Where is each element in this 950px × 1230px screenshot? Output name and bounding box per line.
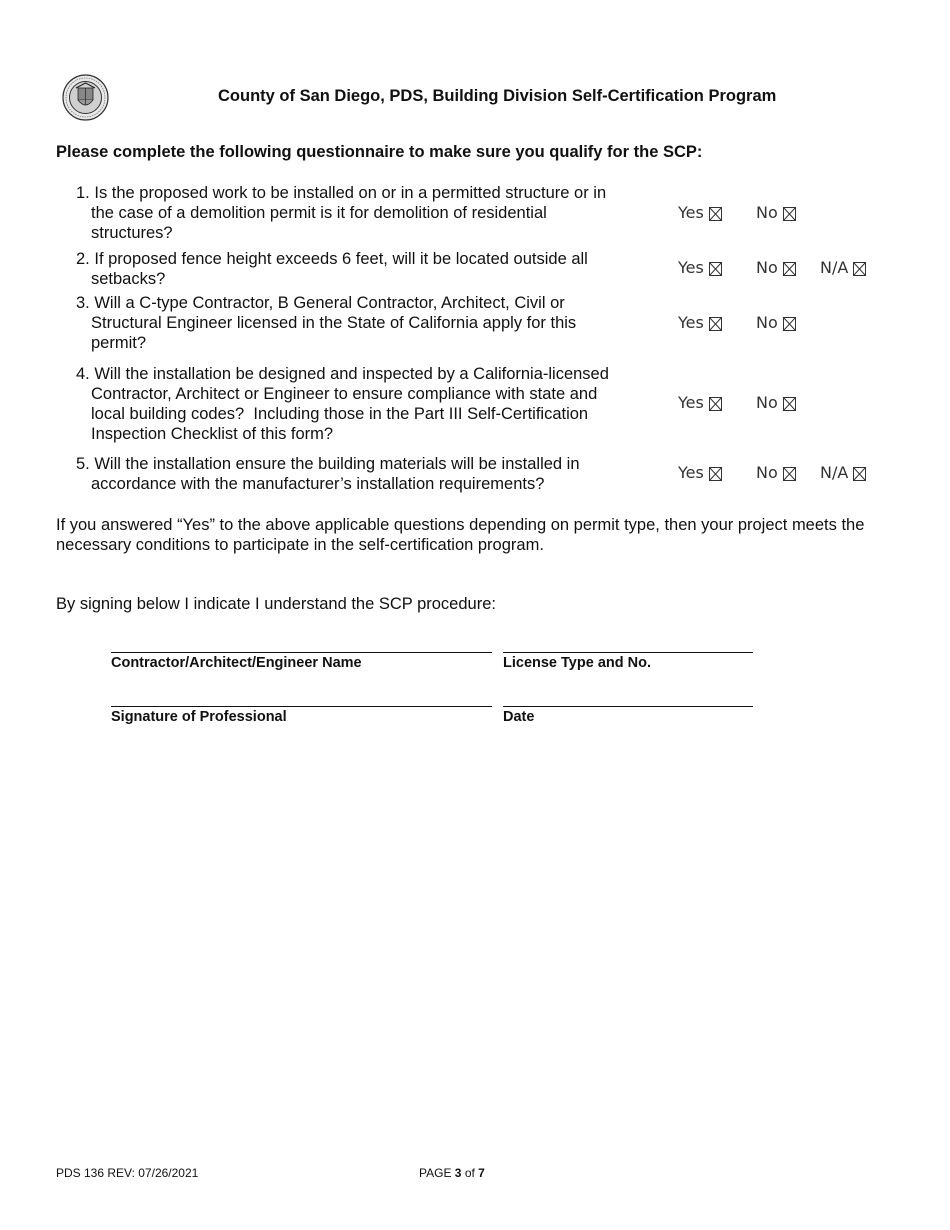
q2-na-checkbox[interactable]: N/A	[820, 258, 865, 277]
checkbox-x-icon	[853, 262, 865, 274]
q5-no-checkbox[interactable]: No	[756, 463, 795, 482]
license-signature-line[interactable]	[503, 652, 753, 653]
question-line: the case of a demolition permit is it for demolition of residential	[91, 204, 547, 222]
checkbox-x-icon	[709, 317, 721, 329]
question-number: 4.	[76, 365, 90, 383]
question-2	[76, 249, 640, 289]
question-line: Will a C-type Contractor, B General Contractor, Architect, Civil or	[94, 294, 565, 312]
question-3	[76, 293, 640, 353]
question-number: 5.	[76, 455, 90, 473]
q3-yes-checkbox[interactable]: Yes	[678, 313, 721, 332]
checkbox-x-icon	[709, 397, 721, 409]
checkbox-x-icon	[783, 207, 795, 219]
question-number: 2.	[76, 250, 90, 268]
question-line: Contractor, Architect or Engineer to ensure compliance with state and	[91, 385, 598, 403]
date-label: Date	[503, 709, 535, 725]
checkbox-x-icon	[783, 317, 795, 329]
question-line: permit?	[91, 334, 147, 352]
question-line: structures?	[91, 224, 173, 242]
checkbox-x-icon	[783, 262, 795, 274]
conclusion-paragraph: If you answered “Yes” to the above applicable questions depending on permit type, then your project meets the necessary conditions to participate in the self-certification program.	[56, 516, 865, 554]
page-title: County of San Diego, PDS, Building Division Self-Certification Program	[218, 87, 777, 105]
question-line: local building codes? Including those in the Part III Self-Certification	[91, 405, 589, 423]
question-number: 3.	[76, 294, 90, 312]
q5-yes-checkbox[interactable]: Yes	[678, 463, 721, 482]
question-number: 1.	[76, 184, 90, 202]
date-line[interactable]	[503, 706, 753, 707]
question-4	[76, 364, 640, 444]
checkbox-x-icon	[709, 207, 721, 219]
signing-statement: By signing below I indicate I understand the SCP procedure:	[56, 595, 496, 613]
question-line: Is the proposed work to be installed on or in a permitted structure or in	[94, 184, 607, 202]
checkbox-x-icon	[853, 467, 865, 479]
name-label: Contractor/Architect/Engineer Name	[111, 655, 362, 671]
q3-no-checkbox[interactable]: No	[756, 313, 795, 332]
question-line: Structural Engineer licensed in the State of California apply for this	[91, 314, 577, 332]
question-line: accordance with the manufacturer’s installation requirements?	[91, 475, 545, 493]
license-label: License Type and No.	[503, 655, 651, 671]
question-line: setbacks?	[91, 270, 166, 288]
checkbox-x-icon	[783, 467, 795, 479]
checkbox-x-icon	[783, 397, 795, 409]
form-id: PDS 136 REV: 07/26/2021	[56, 1166, 199, 1180]
q1-yes-checkbox[interactable]: Yes	[678, 203, 721, 222]
signature-line[interactable]	[111, 706, 492, 707]
name-signature-line[interactable]	[111, 652, 492, 653]
question-1	[76, 183, 640, 243]
question-line: Inspection Checklist of this form?	[91, 425, 334, 443]
question-line: Will the installation ensure the building materials will be installed in	[94, 455, 580, 473]
q2-yes-checkbox[interactable]: Yes	[678, 258, 721, 277]
q1-no-checkbox[interactable]: No	[756, 203, 795, 222]
question-5	[76, 454, 640, 494]
checkbox-x-icon	[709, 262, 721, 274]
question-line: If proposed fence height exceeds 6 feet, will it be located outside all	[94, 250, 588, 268]
q4-yes-checkbox[interactable]: Yes	[678, 393, 721, 412]
checkbox-x-icon	[709, 467, 721, 479]
county-seal-logo	[62, 74, 109, 121]
q2-no-checkbox[interactable]: No	[756, 258, 795, 277]
signature-label: Signature of Professional	[111, 709, 287, 725]
questionnaire-intro: Please complete the following questionnaire to make sure you qualify for the SCP:	[56, 143, 703, 161]
q5-na-checkbox[interactable]: N/A	[820, 463, 865, 482]
page-number: PAGE 3 of 7	[419, 1166, 485, 1180]
q4-no-checkbox[interactable]: No	[756, 393, 795, 412]
question-line: Will the installation be designed and inspected by a California-licensed	[94, 365, 609, 383]
